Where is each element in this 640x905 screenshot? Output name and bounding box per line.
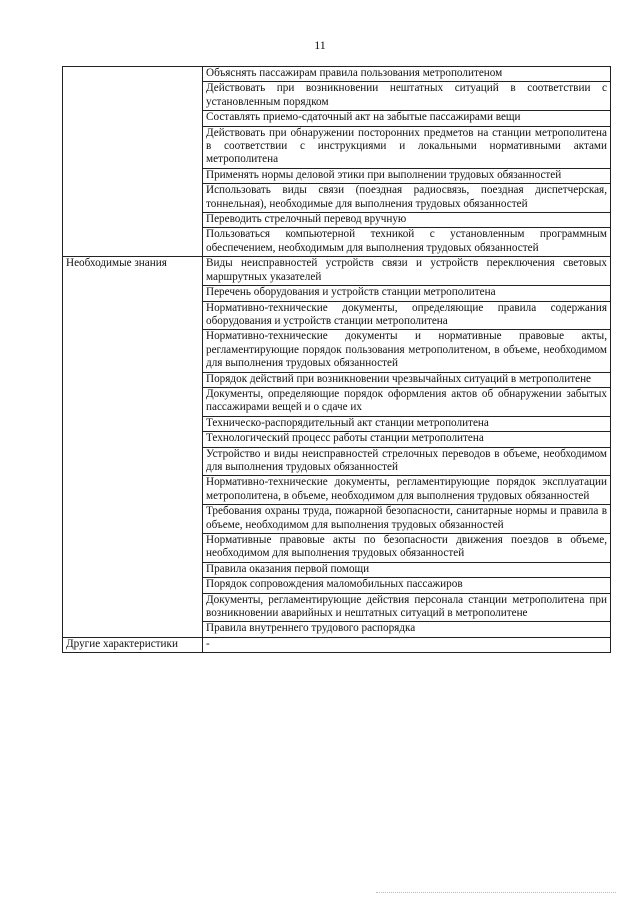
knowledge-item: Техническо-распорядительный акт станции метрополитена	[203, 416, 611, 431]
knowledge-item: Нормативно-технические документы, определяющие правила содержания оборудования и устройств станции метрополитена	[203, 301, 611, 330]
knowledge-item: Нормативно-технические документы, регламентирующие порядок эксплуатации метрополитена, в объеме, необходимом для выполнения трудовых обязанностей	[203, 476, 611, 505]
requirements-table	[62, 66, 611, 653]
ability-item: Использовать виды связи (поездная радиосвязь, поездная диспетчерская, тоннельная), необходимые для выполнения трудовых обязанностей	[203, 184, 611, 213]
ability-item: Переводить стрелочный перевод вручную	[203, 213, 611, 228]
ability-item: Действовать при возникновении нештатных ситуаций в соответствии с установленным порядком	[203, 82, 611, 111]
other-characteristics-value: -	[203, 637, 611, 652]
knowledge-item: Технологический процесс работы станции метрополитена	[203, 432, 611, 447]
knowledge-label: Необходимые знания	[63, 257, 203, 638]
knowledge-item: Виды неисправностей устройств связи и устройств переключения световых маршрутных указателей	[203, 257, 611, 286]
ability-item: Объяснять пассажирам правила пользования метрополитеном	[203, 67, 611, 82]
scan-edge-line	[376, 892, 616, 893]
knowledge-item: Нормативно-технические документы и нормативные правовые акты, регламентирующие порядок пользования метрополитеном, в объеме, необходимом для выполнения трудовых обязанностей	[203, 330, 611, 372]
knowledge-item: Нормативные правовые акты по безопасности движения поездов в объеме, необходимом для выполнения трудовых обязанностей	[203, 534, 611, 563]
knowledge-item: Требования охраны труда, пожарной безопасности, санитарные нормы и правила в объеме, необходимом для выполнения трудовых обязанностей	[203, 505, 611, 534]
table-row	[63, 637, 611, 652]
knowledge-item: Правила внутреннего трудового распорядка	[203, 622, 611, 637]
table-row	[63, 257, 611, 286]
page-number: 11	[314, 38, 326, 52]
knowledge-item: Порядок действий при возникновении чрезвычайных ситуаций в метрополитене	[203, 372, 611, 387]
table-row	[63, 67, 611, 82]
knowledge-item: Перечень оборудования и устройств станции метрополитена	[203, 286, 611, 301]
ability-item: Составлять приемо-сдаточный акт на забытые пассажирами вещи	[203, 111, 611, 126]
knowledge-item: Устройство и виды неисправностей стрелочных переводов в объеме, необходимом для выполнения трудовых обязанностей	[203, 447, 611, 476]
knowledge-item: Документы, регламентирующие действия персонала станции метрополитена при возникновении аварийных и нештатных ситуаций в метрополитене	[203, 593, 611, 622]
ability-item: Пользоваться компьютерной техникой с установленным программным обеспечением, необходимым для выполнения трудовых обязанностей	[203, 228, 611, 257]
ability-item: Действовать при обнаружении посторонних предметов на станции метрополитена в соответствии с инструкциями и локальными нормативными актами метрополитена	[203, 126, 611, 168]
knowledge-item: Документы, определяющие порядок оформления актов об обнаружении забытых пассажирами вещей и о сдаче их	[203, 387, 611, 416]
knowledge-item: Порядок сопровождения маломобильных пассажиров	[203, 578, 611, 593]
knowledge-item: Правила оказания первой помощи	[203, 562, 611, 577]
abilities-label-cell	[63, 67, 203, 257]
ability-item: Применять нормы деловой этики при выполнении трудовых обязанностей	[203, 168, 611, 183]
other-characteristics-label: Другие характеристики	[63, 637, 203, 652]
